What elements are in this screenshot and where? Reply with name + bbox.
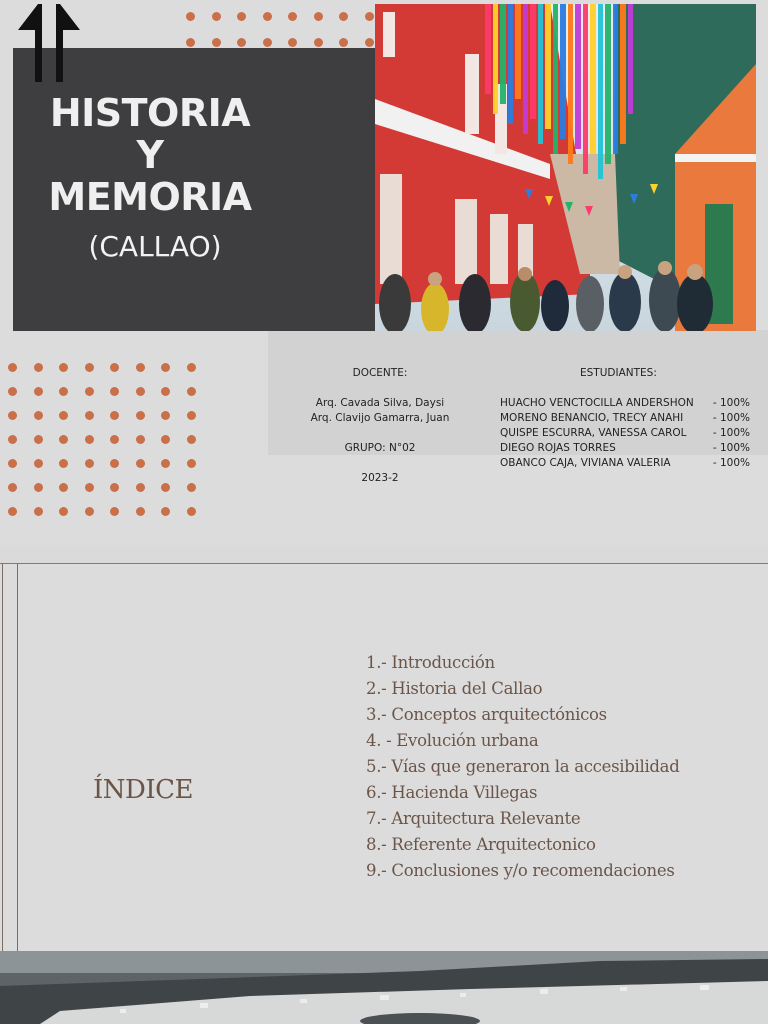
decorative-dot	[59, 411, 68, 420]
page-title	[30, 92, 270, 218]
student-share: - 100%	[712, 442, 750, 454]
decorative-dot	[8, 483, 17, 492]
decorative-dot	[85, 411, 94, 420]
decorative-dot	[59, 459, 68, 468]
decorative-dot	[8, 411, 17, 420]
teacher-name: Arq. Clavijo Gamarra, Juan	[310, 412, 450, 424]
decorative-dot	[85, 435, 94, 444]
aerial-city-photo	[0, 951, 768, 1024]
decorative-dot	[110, 411, 119, 420]
student-name: DIEGO ROJAS TORRES	[500, 442, 616, 454]
decorative-dot	[8, 435, 17, 444]
decorative-dot	[8, 507, 17, 516]
student-share: - 100%	[712, 457, 750, 469]
academic-period: 2023-2	[361, 472, 399, 484]
decorative-dot	[288, 38, 297, 47]
student-row	[500, 441, 750, 456]
student-name: MORENO BENANCIO, TRECY ANAHI	[500, 412, 684, 424]
decorative-dot	[136, 459, 145, 468]
decorative-dot	[288, 12, 297, 21]
decorative-dot	[365, 12, 374, 21]
decorative-dot	[8, 459, 17, 468]
callao-street-photo	[375, 4, 756, 331]
student-share: - 100%	[712, 397, 750, 409]
decorative-dot	[339, 38, 348, 47]
dot-pattern-left	[8, 363, 212, 516]
index-item: 9.- Conclusiones y/o recomendaciones	[366, 861, 675, 880]
decorative-dot	[136, 411, 145, 420]
decorative-dot	[187, 507, 196, 516]
index-item: 7.- Arquitectura Relevante	[366, 809, 581, 828]
decorative-dot	[187, 483, 196, 492]
decorative-dot	[237, 38, 246, 47]
page-subtitle: (CALLAO)	[88, 230, 222, 263]
decorative-dot	[161, 507, 170, 516]
index-item: 1.- Introducción	[366, 653, 495, 672]
index-list	[366, 650, 679, 884]
decorative-dot	[237, 12, 246, 21]
decorative-dot	[110, 459, 119, 468]
decorative-dot	[85, 387, 94, 396]
decorative-dot	[186, 12, 195, 21]
decorative-dot	[34, 507, 43, 516]
decorative-dot	[59, 363, 68, 372]
decorative-dot	[187, 363, 196, 372]
index-item: 5.- Vías que generaron la accesibilidad	[366, 757, 680, 776]
decorative-dot	[59, 387, 68, 396]
student-row	[500, 396, 750, 411]
decorative-dot	[110, 483, 119, 492]
decorative-dot	[314, 12, 323, 21]
decorative-dot	[212, 12, 221, 21]
index-item: 4. - Evolución urbana	[366, 731, 539, 750]
decorative-dot	[161, 483, 170, 492]
decorative-dot	[161, 363, 170, 372]
decorative-dot	[263, 38, 272, 47]
decorative-dot	[161, 435, 170, 444]
decorative-dot	[365, 38, 374, 47]
student-row	[500, 456, 750, 471]
decorative-dot	[187, 435, 196, 444]
double-up-arrow-icon	[16, 2, 82, 82]
index-item: 8.- Referente Arquitectonico	[366, 835, 596, 854]
decorative-dot	[34, 363, 43, 372]
index-item: 6.- Hacienda Villegas	[366, 783, 538, 802]
decorative-dot	[212, 38, 221, 47]
decorative-dot	[161, 459, 170, 468]
decorative-dot	[34, 411, 43, 420]
decorative-dot	[136, 435, 145, 444]
teacher-label: DOCENTE:	[352, 367, 408, 379]
group-number: GRUPO: N°02	[344, 442, 416, 454]
decorative-dot	[85, 363, 94, 372]
decorative-dot	[187, 459, 196, 468]
student-name: OBANCO CAJA, VIVIANA VALERIA	[500, 457, 671, 469]
students-info	[500, 366, 750, 471]
decorative-dot	[110, 507, 119, 516]
student-row	[500, 411, 750, 426]
title-line: HISTORIA	[49, 91, 251, 135]
decorative-dot	[136, 387, 145, 396]
decorative-dot	[314, 38, 323, 47]
student-share: - 100%	[712, 427, 750, 439]
decorative-dot	[161, 411, 170, 420]
decorative-dot	[85, 459, 94, 468]
decorative-dot	[136, 363, 145, 372]
decorative-dot	[187, 387, 196, 396]
decorative-dot	[8, 387, 17, 396]
decorative-dot	[59, 507, 68, 516]
decorative-dot	[339, 12, 348, 21]
divider-line	[17, 563, 18, 951]
divider-line	[2, 563, 3, 951]
decorative-dot	[263, 12, 272, 21]
decorative-dot	[110, 435, 119, 444]
students-label: ESTUDIANTES:	[580, 367, 657, 379]
decorative-dot	[110, 363, 119, 372]
decorative-dot	[34, 459, 43, 468]
title-line: Y	[136, 133, 164, 177]
teacher-info	[300, 366, 460, 486]
decorative-dot	[161, 387, 170, 396]
decorative-dot	[136, 483, 145, 492]
dot-pattern-top	[186, 12, 390, 47]
decorative-dot	[34, 435, 43, 444]
decorative-dot	[187, 411, 196, 420]
decorative-dot	[186, 38, 195, 47]
index-item: 3.- Conceptos arquitectónicos	[366, 705, 607, 724]
teacher-name: Arq. Cavada Silva, Daysi	[315, 397, 445, 409]
decorative-dot	[59, 483, 68, 492]
decorative-dot	[85, 507, 94, 516]
decorative-dot	[136, 507, 145, 516]
decorative-dot	[85, 483, 94, 492]
decorative-dot	[110, 387, 119, 396]
index-item: 2.- Historia del Callao	[366, 679, 543, 698]
decorative-dot	[8, 363, 17, 372]
index-title: ÍNDICE	[93, 775, 194, 805]
decorative-dot	[59, 435, 68, 444]
decorative-dot	[34, 483, 43, 492]
decorative-dot	[34, 387, 43, 396]
title-line: MEMORIA	[48, 175, 252, 219]
student-name: HUACHO VENCTOCILLA ANDERSHON	[500, 397, 694, 409]
student-row	[500, 426, 750, 441]
student-name: QUISPE ESCURRA, VANESSA CAROL	[500, 427, 687, 439]
student-share: - 100%	[712, 412, 750, 424]
